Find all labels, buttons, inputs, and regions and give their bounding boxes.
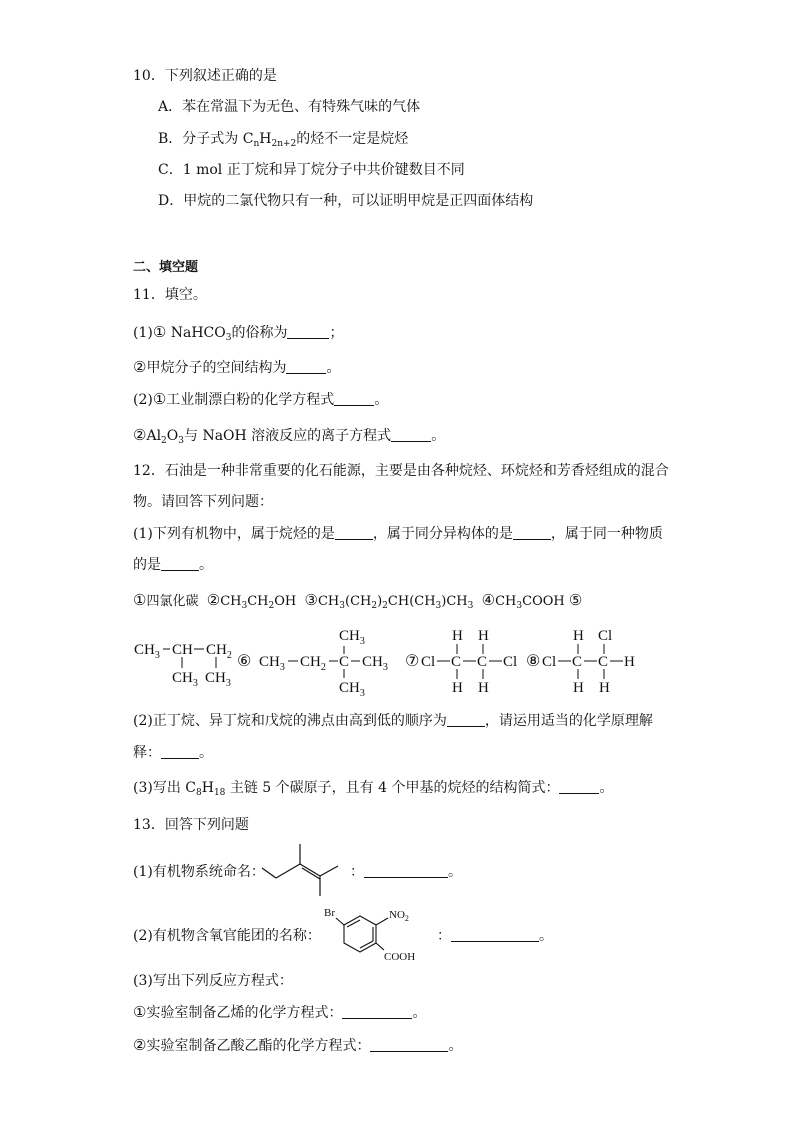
formula: Al — [146, 428, 162, 444]
prompt-text: 甲烷分子的空间结构为 — [146, 360, 287, 376]
svg-text:H: H — [624, 654, 635, 670]
q12-part2-line2 — [133, 743, 213, 763]
answer-blank-explain[interactable] — [161, 744, 199, 759]
q13-reaction-1 — [133, 1002, 426, 1023]
circled-number: ④ — [481, 591, 496, 609]
answer-blank[interactable] — [391, 427, 431, 442]
subscript: 3 — [178, 436, 184, 446]
q10-option-b[interactable] — [158, 129, 408, 149]
svg-text:CH3: $CH_3$ — [259, 654, 285, 673]
svg-text:CH3: $CH_3$ — [339, 628, 365, 647]
q13-reaction-2 — [133, 1035, 462, 1056]
prompt-text: (1)下列有机物中，属于烷烃的是 — [133, 526, 335, 542]
q13-alkene-skeleton — [258, 842, 342, 900]
q11-part1 — [133, 322, 343, 343]
compound-4: $CH_3COOH$ — [495, 594, 565, 611]
q10-stem: 10．下列叙述正确的是 — [133, 68, 277, 84]
prompt-text: (3)写出 C — [133, 780, 196, 796]
formula: NaHCO — [170, 325, 226, 341]
subscript: 8 — [196, 788, 202, 798]
punct: 。 — [374, 392, 389, 408]
subscript: 2 — [161, 436, 167, 446]
svg-text:CH3: $CH_3$ — [339, 680, 365, 699]
svg-text:C: C — [451, 654, 462, 670]
punct: 。 — [539, 928, 553, 944]
punct: ： — [350, 864, 364, 880]
prompt-text: (2)有机物含氧官能团的名称： — [133, 928, 321, 944]
prompt-text: ，属于同一种物质 — [550, 526, 663, 542]
section-title: 二、填空题 — [133, 260, 199, 275]
svg-text:CH: CH — [172, 642, 193, 658]
prompt-text: 的俗称为 — [231, 325, 288, 341]
compound-1: 四氯化碳 — [146, 594, 199, 609]
svg-text:C: C — [572, 654, 583, 670]
q13-part1-answer — [350, 862, 462, 882]
answer-blank-name[interactable] — [364, 863, 448, 878]
q12-stem-line1: 12．石油是一种非常重要的化石能源，主要是由各种烷烃、环烷烃和芳香烃组成的混合 — [133, 463, 669, 479]
compound-5-structure — [134, 642, 232, 689]
svg-text:H: H — [478, 680, 489, 696]
circled-number: ② — [133, 1036, 147, 1054]
part-number: (2) — [133, 392, 153, 408]
subscript: 18 — [213, 788, 226, 798]
svg-text:CH3: $CH_3$ — [134, 642, 160, 661]
q12-part1-line1 — [133, 524, 663, 544]
circled-number: ③ — [304, 591, 318, 609]
answer-blank-ethyl-acetate[interactable] — [370, 1037, 448, 1052]
compound-2: $CH_3CH_2OH$ — [220, 594, 297, 611]
q12-compound-list — [133, 590, 582, 612]
circled-number: ② — [206, 591, 221, 609]
formula: H — [201, 780, 214, 796]
svg-text:CH3: $CH_3$ — [172, 670, 198, 689]
svg-text:H: H — [573, 680, 584, 696]
q11-part2 — [133, 389, 388, 410]
svg-text:H: H — [452, 628, 463, 644]
q10-b-sub-2n2: 2n+2 — [271, 139, 297, 149]
circled-number: ⑤ — [568, 591, 583, 609]
circled-number: ① — [133, 591, 147, 609]
svg-text:CH3: $CH_3$ — [205, 670, 231, 689]
prompt-text: 实验室制备乙烯的化学方程式： — [146, 1005, 343, 1021]
q12-stem-line2: 物。请回答下列问题： — [133, 494, 273, 510]
svg-text:H: H — [452, 680, 463, 696]
svg-text:Cl: Cl — [421, 654, 436, 670]
svg-text:CH2: $CH_2$ — [300, 654, 326, 673]
prompt-text: (2)正丁烷、异丁烷和戊烷的沸点由高到低的顺序为 — [133, 713, 447, 729]
q10-b-sub-n: n — [253, 139, 260, 149]
q13-part1 — [133, 862, 265, 882]
svg-text:⑧: ⑧ — [526, 653, 541, 670]
answer-blank[interactable] — [334, 391, 374, 406]
prompt-text: (1)有机物系统命名： — [133, 864, 265, 880]
svg-text:C: C — [477, 654, 488, 670]
q13-stem: 13．回答下列问题 — [133, 817, 249, 833]
prompt-text: 主链 5 个碳原子，且有 4 个甲基的烷烃的结构简式： — [225, 780, 560, 796]
q10-b-mid: H — [259, 131, 272, 147]
answer-blank[interactable] — [286, 359, 326, 374]
prompt-text: 的是 — [133, 557, 161, 573]
answer-blank-order[interactable] — [447, 712, 485, 727]
circled-number: ② — [133, 358, 147, 376]
punct: ： — [437, 928, 451, 944]
answer-blank[interactable] — [287, 324, 329, 339]
q11-stem: 11．填空。 — [133, 287, 207, 303]
svg-text:C: C — [598, 654, 609, 670]
answer-blank-functional-group[interactable] — [451, 927, 539, 942]
q13-part3: (3)写出下列反应方程式： — [133, 973, 293, 989]
punct: 。 — [599, 780, 614, 796]
svg-text:⑥: ⑥ — [237, 653, 252, 670]
svg-text:H: H — [478, 628, 489, 644]
punct: 。 — [199, 557, 213, 573]
svg-text:⑦: ⑦ — [405, 653, 420, 670]
part-number: (1) — [133, 325, 153, 341]
svg-text:Cl: Cl — [598, 628, 613, 644]
prompt-text: ，请运用适当的化学原理解 — [484, 713, 653, 729]
q10-option-a[interactable]: A．苯在常温下为无色、有特殊气味的气体 — [158, 99, 421, 115]
compound-8-structure — [526, 628, 635, 696]
q13-benzene-molecule — [322, 902, 432, 968]
svg-text:H: H — [599, 680, 610, 696]
svg-text:NO2: $NO_2$ — [389, 909, 409, 923]
svg-text:COOH: COOH — [384, 951, 416, 963]
q10-b-pre: B．分子式为 C — [158, 131, 254, 147]
punct: 。 — [448, 864, 462, 880]
q11-part1b — [133, 357, 340, 378]
svg-text:Br: Br — [324, 907, 335, 919]
answer-blank-same[interactable] — [161, 556, 199, 571]
punct: 。 — [199, 745, 213, 761]
punct: 。 — [412, 1005, 427, 1021]
svg-text:Cl: Cl — [542, 654, 557, 670]
punct: 。 — [326, 360, 341, 376]
punct: 。 — [448, 1038, 463, 1054]
q12-part1-line2 — [133, 555, 213, 575]
q12-part2-line1 — [133, 711, 653, 731]
compound-6-structure — [237, 628, 388, 699]
punct: 。 — [431, 428, 446, 444]
svg-text:CH3: $CH_3$ — [362, 654, 388, 673]
compound-7-structure — [405, 628, 517, 696]
q12-part3 — [133, 778, 613, 798]
circled-number: ① — [152, 323, 167, 341]
q10-option-d[interactable]: D．甲烷的二氯代物只有一种，可以证明甲烷是正四面体结构 — [158, 193, 534, 209]
answer-blank-structure[interactable] — [559, 779, 599, 794]
svg-text:CH2: $CH_2$ — [206, 642, 232, 661]
answer-blank-ethylene[interactable] — [342, 1004, 412, 1019]
svg-text:H: H — [573, 628, 584, 644]
svg-text:Cl: Cl — [503, 654, 518, 670]
answer-blank-isomer[interactable] — [513, 525, 551, 540]
answer-blank-alkane[interactable] — [335, 525, 373, 540]
prompt-text: ，属于同分异构体的是 — [372, 526, 513, 542]
compound-3: $CH_3(CH_2)_2CH(CH_3)CH_3$ — [317, 594, 474, 611]
subscript: 3 — [225, 333, 232, 343]
prompt-text: 实验室制备乙酸乙酯的化学方程式： — [146, 1038, 371, 1054]
q10-b-post: 的烃不一定是烷烃 — [296, 131, 409, 147]
formula: O — [166, 428, 179, 444]
punct: ； — [329, 325, 344, 341]
q13-part2-answer — [437, 926, 553, 946]
prompt-text: 与 NaOH 溶液反应的离子方程式 — [184, 428, 392, 444]
prompt-text: 释： — [133, 745, 161, 761]
circled-number: ① — [133, 1003, 147, 1021]
circled-number: ② — [133, 426, 147, 444]
q11-part2b — [133, 425, 445, 446]
prompt-text: 工业制漂白粉的化学方程式 — [166, 392, 335, 408]
circled-number: ① — [152, 390, 167, 408]
q13-part2 — [133, 926, 321, 946]
svg-text:C: C — [339, 654, 350, 670]
q10-option-c[interactable]: C．1 mol 正丁烷和异丁烷分子中共价键数目不同 — [158, 162, 465, 178]
structural-formulas — [130, 620, 670, 700]
